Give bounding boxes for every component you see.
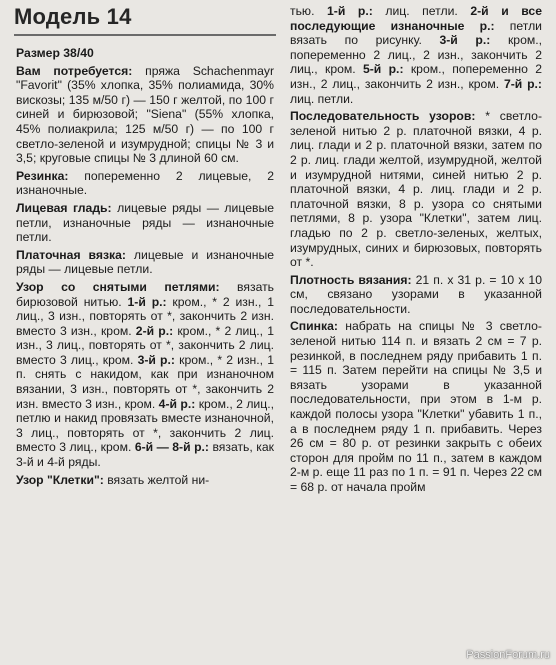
bold-label: Последовательность узоров: bbox=[290, 109, 476, 124]
bold-label: Резинка: bbox=[16, 168, 69, 183]
title-underline bbox=[14, 34, 276, 36]
body-text: лиц. петли. bbox=[372, 4, 471, 18]
bold-label: 7-й р.: bbox=[503, 76, 542, 91]
bold-label: 5-й р.: bbox=[362, 62, 404, 77]
page-title: Модель 14 bbox=[14, 4, 132, 29]
paragraph bbox=[16, 46, 274, 61]
bold-label: Спинка: bbox=[290, 319, 338, 334]
bold-label: Плотность вязания: bbox=[290, 272, 412, 287]
paragraph bbox=[16, 248, 274, 277]
bold-label: 3-й р.: bbox=[137, 352, 175, 367]
body-text: лицевые и изнаночные ряды — лицевые петли. bbox=[16, 247, 274, 277]
body-text: лиц. петли. bbox=[290, 91, 354, 106]
bold-label: 1-й р.: bbox=[327, 4, 373, 18]
body-text: вязать бирюзовой нитью. bbox=[16, 279, 275, 309]
body-text: пряжа Schachenmayr "Favorit" (35% хлопка, 35% полиамида, 30% вискозы; 135 м/50 г) — 150 г желтой, по 100 г синей и бирюзовой; "Siena" (55% хлопка, 45% полиакрила; 125 м/50 г) — по 100 г светло-зеленой и изумрудной; спицы № 3 и 3,5; круговые спицы № 3 длиной 60 см. bbox=[16, 63, 274, 166]
paragraph bbox=[290, 4, 542, 106]
bold-label: 2-й р.: bbox=[135, 323, 174, 338]
paragraph bbox=[290, 273, 542, 317]
bold-label: Размер 38/40 bbox=[16, 46, 94, 60]
body-text: вязать желтой ни- bbox=[103, 472, 210, 487]
paragraph bbox=[16, 201, 274, 245]
body-text: кром., попеременно 2 лиц., 2 изн., закончить 2 лиц., кром. bbox=[290, 33, 542, 77]
body-text: * светло-зеленой нитью 2 р. платочной вязки, 4 р. лиц. глади и 2 р. платочной вязки, затем по 2 р. лиц. глади желтой, изумрудной, желтой и изумрудной нитями, синей нитью 2 р. платочной вязки, 4 р. лиц. глади и 2 р. платочной вязки, 8 р. узора со снятыми петлями, 8 р. узора "Клетки", затем лиц. гладью по 2 р. светло-зеленых, желтых, изумрудных, синих и бирюзовых, повторять от *. bbox=[290, 109, 543, 270]
bold-label: 1-й р.: bbox=[127, 294, 167, 309]
bold-label: 4-й р.: bbox=[158, 396, 196, 411]
paragraph bbox=[16, 280, 274, 470]
watermark: PassionForum.ru bbox=[466, 649, 550, 661]
body-text: 21 п. х 31 р. = 10 х 10 см, связано узорами в указанной последовательности. bbox=[290, 272, 542, 316]
body-text: кром., * 2 изн., 1 лиц., 3 изн., повторять от *, закончить 2 изн. вместо 3 изн., кром. bbox=[16, 294, 274, 338]
paragraph bbox=[16, 64, 274, 166]
paragraph bbox=[16, 169, 274, 198]
body-text: тью. bbox=[290, 4, 328, 18]
paragraph bbox=[290, 319, 542, 494]
bold-label: Вам потребуется: bbox=[16, 63, 133, 78]
bold-label: Лицевая гладь: bbox=[16, 200, 112, 215]
bold-label: Платочная вязка: bbox=[16, 247, 126, 262]
paragraph bbox=[16, 473, 274, 488]
body-text: кром., попеременно 2 изн., 2 лиц., закончить 2 изн., кром. bbox=[290, 62, 542, 91]
right-column bbox=[290, 4, 542, 498]
body-text: кром., * 2 лиц., 1 изн., 3 лиц., повторять от *, закончить 2 лиц. вместо 3 лиц., кром. bbox=[16, 323, 275, 367]
body-text: кром., 2 лиц., петлю и накид провязать вместе изнаночной, 3 лиц., повторять от *, закончить 2 лиц. вместо 3 лиц., кром. bbox=[16, 396, 274, 455]
bold-label: 2-й и все последующие изнаночные р.: bbox=[290, 4, 542, 33]
body-text: петли вязать по рисунку. bbox=[290, 18, 542, 48]
bold-label: 3-й р.: bbox=[439, 33, 491, 48]
body-text: лицевые ряды — лицевые петли, изнаночные ряды — изнаночные петли. bbox=[16, 200, 274, 245]
bold-label: Узор со снятыми петлями: bbox=[16, 279, 220, 294]
bold-label: 6-й — 8-й р.: bbox=[134, 440, 209, 455]
paragraph bbox=[290, 109, 542, 270]
left-column bbox=[16, 46, 274, 490]
body-text: вязать, как 3-й и 4-й ряды. bbox=[16, 440, 274, 470]
body-text: кром., * 2 изн., 1 п. снять с накидом, как при изнаночном вязании, 3 изн., повторять от *, закончить 2 изн. вместо 3 изн., кром. bbox=[16, 352, 274, 411]
bold-label: Узор "Клетки": bbox=[16, 472, 104, 487]
body-text: попеременно 2 лицевые, 2 изнаночные. bbox=[16, 168, 274, 198]
body-text: набрать на спицы № 3 светло-зеленой нитью 114 п. и вязать 2 см = 7 р. резинкой, в последнем ряду прибавить 1 п. = 115 п. Затем перейти на спицы № 3,5 и вязать узорами в указанной последовательности, при этом в 1-м р. каждой полосы узора "Клетки" убавить 1 п., а в последнем ряду 1 п. прибавить. Через 26 см = 80 р. от резинки закрыть с обеих сторон для пройм по 11 п., затем в каждом 2-м р. еще 11 раз по 1 п. = 91 п. Через 22 см = 68 р. от начала пройм bbox=[290, 319, 542, 494]
